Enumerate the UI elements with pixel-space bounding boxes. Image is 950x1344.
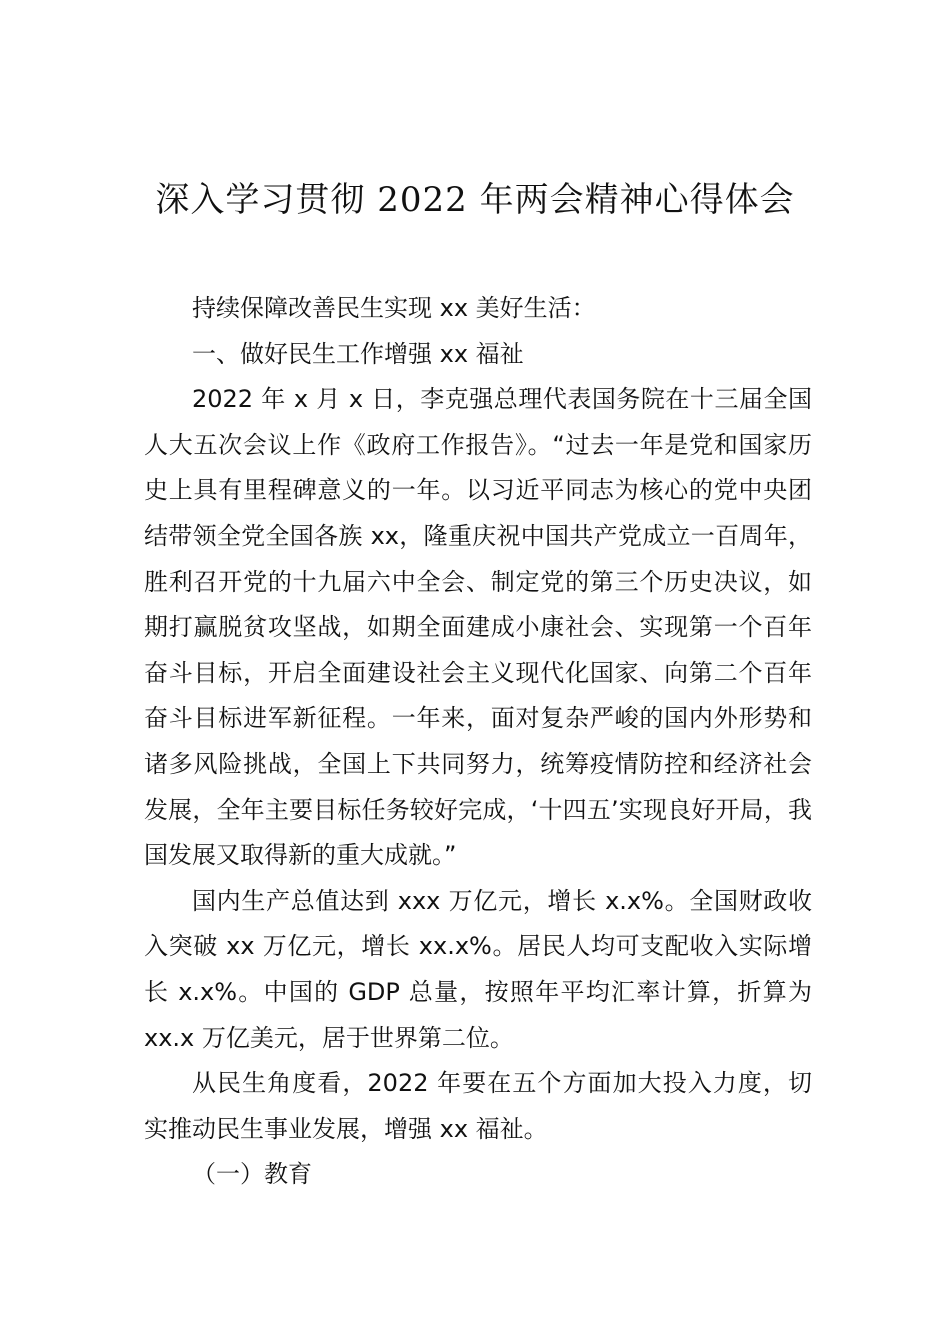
section-heading-1: 一、做好民生工作增强 xx 福祉 xyxy=(192,339,524,368)
paragraph-intro: 持续保障改善民生实现 xx 美好生活： xyxy=(192,294,596,322)
document-title: 深入学习贯彻 2022 年两会精神心得体会 xyxy=(155,180,795,220)
document-body xyxy=(144,286,812,1198)
paragraph-report: 2022 年 x 月 x 日，李克强总理代表国务院在十三届全国人大五次会议上作《政府工作报告》。“过去一年是党和国家历史上具有里程碑意义的一年。以习近平同志为核心的党中央团结带领全党全国各族 xx，隆重庆祝中国共产党成立一百周年，胜利召开党的十九届六中全会、制定党的第三个历史决议，如期打赢脱贫攻坚战，如期全面建成小康社会、实现第一个百年奋斗目标，开启全面建设社会主义现代化国家、向第二个百年奋斗目标进军新征程。一年来，面对复杂严峻的国内外形势和诸多风险挑战，全国上下共同努力，统筹疫情防控和经济社会发展，全年主要目标任务较好完成，‘十四五’实现良好开局，我国发展又取得新的重大成就。” xyxy=(144,385,812,870)
paragraph-livelihood: 从民生角度看，2022 年要在五个方面加大投入力度，切实推动民生事业发展，增强 xx 福祉。 xyxy=(144,1069,812,1143)
subsection-heading-education: （一）教育 xyxy=(192,1160,312,1189)
paragraph-statistics: 国内生产总值达到 xxx 万亿元，增长 x.x%。全国财政收入突破 xx 万亿元，增长 xx.x%。居民人均可支配收入实际增长 x.x%。中国的 GDP 总量，按照年平均汇率计算，折算为 xx.x 万亿美元，居于世界第二位。 xyxy=(144,886,812,1052)
